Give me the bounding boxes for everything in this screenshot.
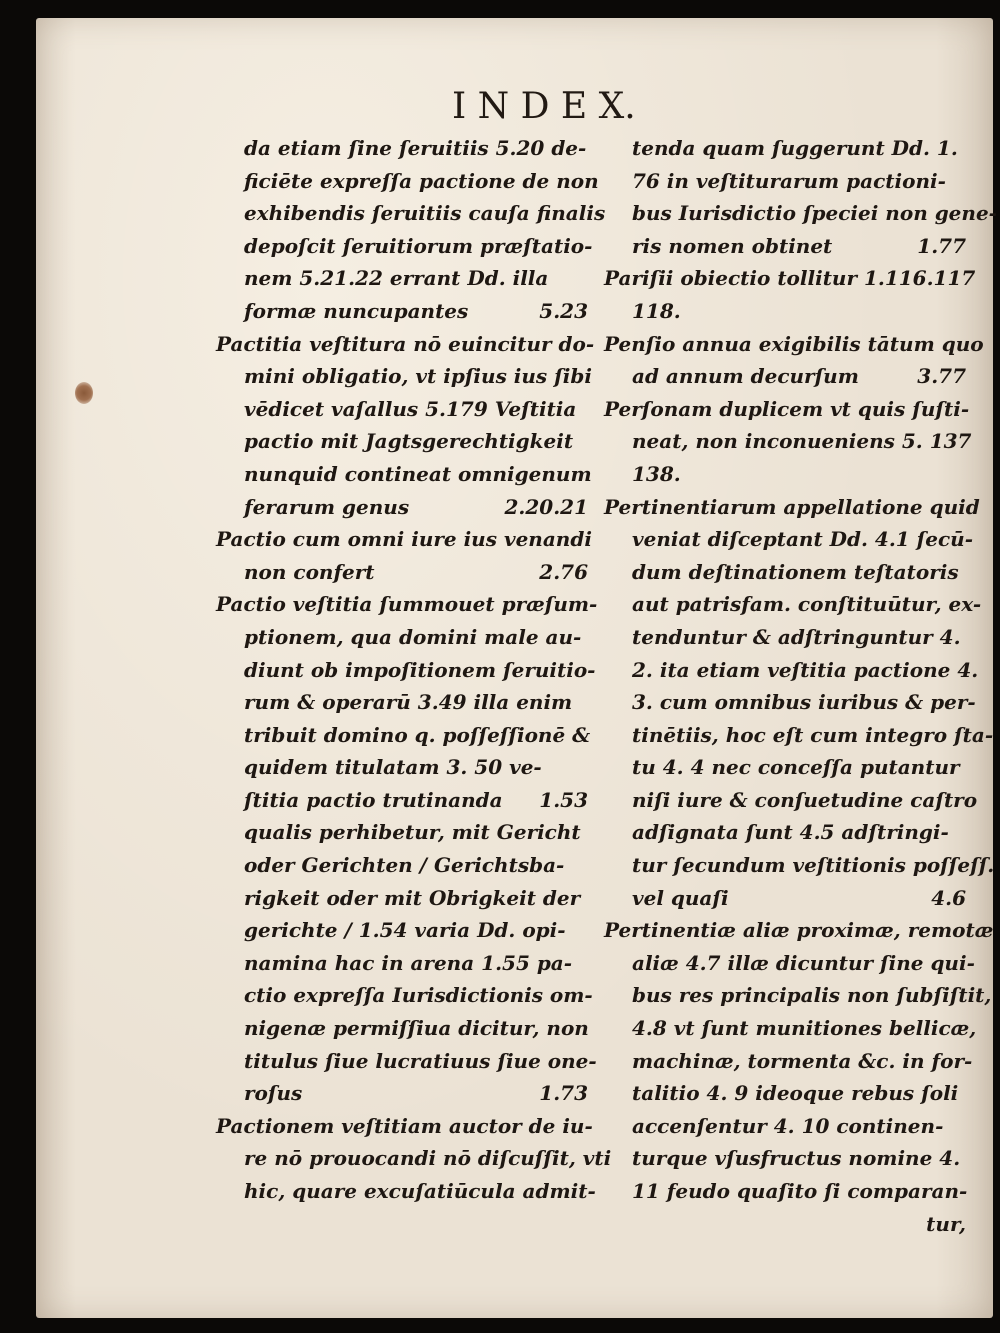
index-line [216,849,588,882]
index-line [216,979,593,1012]
index-line [216,882,588,915]
page-reference: 5.23 [539,298,588,323]
index-line [604,686,976,719]
index-text: da etiam ſine ſeruitiis 5.20 de- [244,136,587,160]
page-reference: 1.53 [539,787,588,812]
index-line [216,556,588,589]
index-line [604,1110,966,1143]
index-entry-start [604,328,984,361]
index-line [216,458,592,491]
index-line [216,1045,597,1078]
index-text: 4.8 vt ſunt munitiones bellicæ, [632,1016,977,1041]
index-text: rigkeit oder mit Obrigkeit der [244,885,581,910]
index-line [216,816,588,849]
index-text: depoſcit ſeruitiorum præſtatio- [244,233,593,258]
index-entry-start [216,588,598,621]
index-text: talitio 4. 9 ideoque rebus ſoli [632,1081,959,1106]
index-line [216,751,588,784]
index-line [604,165,966,198]
index-text: vēdicet vaſallus 5.179 Veſtitia [244,396,577,421]
page-reference: 3.77 [917,364,966,389]
page-reference: 2.20.21 [504,494,588,519]
index-text: machinæ, tormenta &c. in for- [632,1048,973,1073]
page-header-index: I N D E X. [452,86,636,127]
index-line [604,230,966,263]
index-text: tur, [926,1211,966,1236]
index-entry-start [604,262,976,295]
index-line [216,393,588,426]
index-text: turque vſusfructus nomine 4. [632,1146,961,1171]
index-line [604,979,992,1012]
index-entry-start [216,328,595,361]
index-text: aliæ 4.7 illæ dicuntur ſine qui- [632,950,975,975]
ink-stain [75,382,93,404]
index-line [604,295,966,328]
index-text: tu 4. 4 nec conceſſa putantur [632,755,960,780]
index-text: Perſonam duplicem vt quis ſuſti- [604,396,970,421]
page-reference: 1.77 [917,233,966,258]
index-line [216,132,588,165]
index-text: Pertinentiæ aliæ proximæ, remotæ [604,918,994,943]
index-text: rum & operarū 3.49 illa enim [244,690,573,715]
index-text: 2. ita etiam veſtitia pactione 4. [632,657,979,682]
index-entry-start [604,914,994,947]
index-text: tribuit domino q. poſſeſſionē & [244,722,591,747]
index-entry-start [216,523,592,556]
page-reference: 4.6 [931,885,966,910]
index-line [216,230,593,263]
index-line [604,197,997,230]
index-line [604,1142,966,1175]
index-line [604,360,966,393]
index-line [604,882,966,915]
index-line [216,947,588,980]
index-text: nunquid contineat omnigenum [244,461,592,486]
index-text: hic, quare excuſatiūcula admit- [244,1179,596,1203]
index-text: veniat diſceptant Dd. 4.1 ſecū- [632,527,974,552]
index-entry-start [216,1110,593,1143]
index-line [604,849,995,882]
index-line [604,1208,966,1241]
index-line [604,947,975,980]
index-text: neat, non inconueniens 5. 137 [632,429,972,454]
index-text: tinētiis, hoc eſt cum integro ſta- [632,722,994,747]
index-line [216,295,588,328]
index-text: Penſio annua exigibilis tātum quo [604,331,984,356]
index-line [604,621,966,654]
index-text: ferarum genus [244,494,410,519]
index-line [216,360,592,393]
index-text: bus res principalis non ſubſiſtit, [632,983,992,1008]
index-text: tur ſecundum veſtitionis poſſeſſ. [632,853,995,878]
index-line [216,1077,588,1110]
index-text: ſtitia pactio trutinanda [244,787,503,812]
index-entry-start [604,491,980,524]
index-entry-start [604,393,970,426]
index-line [604,425,972,458]
index-text: mini obligatio, vt ipſius ius ſibi [244,364,592,389]
left-column [216,132,612,1208]
index-text: quidem titulatam 3. 50 ve- [244,755,542,780]
index-text: ptionem, qua domini male au- [244,624,582,649]
index-line [604,654,979,687]
index-line [216,491,588,524]
index-line [216,686,588,719]
index-text: nigenæ permiſſiua dicitur, non [244,1016,589,1041]
index-text: nem 5.21.22 errant Dd. illa [244,266,549,291]
index-text: formæ nuncupantes [244,298,469,323]
index-text: gerichte / 1.54 varia Dd. opi- [244,918,566,943]
index-text: re nō prouocandi nō diſcuſſit, vti [244,1146,612,1171]
index-text: tenduntur & adſtringuntur 4. [632,624,961,649]
index-line [604,751,966,784]
index-line [604,458,966,491]
index-text: 11 feudo quaſito ſi comparan- [632,1179,968,1203]
index-text: 76 in veſtiturarum pactioni- [632,168,946,193]
index-line [216,1142,612,1175]
index-text: Pariſii obiectio tollitur 1.116.117 [604,266,976,291]
index-text: ris nomen obtinet [632,233,833,258]
index-line [604,784,978,817]
index-text: qualis perhibetur, mit Gericht [244,820,581,845]
index-text: bus Iurisdictio ſpeciei non gene- [632,201,997,226]
index-line [216,1012,588,1045]
index-line [216,197,606,230]
index-text: 118. [632,298,681,323]
index-line [216,165,599,198]
index-line [216,784,588,817]
index-text: 3. cum omnibus iuribus & per- [632,690,976,715]
index-text: pactio mit Jagtsgerechtigkeit [244,429,574,454]
index-text: aut patrisfam. conſtituūtur, ex- [632,592,982,617]
index-line [604,719,994,752]
index-text: Pactio veſtitia ſummouet præſum- [216,592,598,617]
index-line [216,1175,596,1208]
index-text: vel quaſi [632,885,729,910]
index-line [604,816,966,849]
index-text: oder Gerichten / Gerichtsba- [244,853,565,878]
index-line [604,1045,973,1078]
index-text: adſignata ſunt 4.5 adſtringi- [632,820,949,845]
index-text: roſus [244,1081,303,1106]
index-line [604,523,974,556]
index-text: Pactionem veſtitiam auctor de iu- [216,1113,593,1138]
index-text: Pactitia veſtitura nō euincitur do- [216,331,595,356]
index-text: ctio expreſſa Iurisdictionis om- [244,983,593,1008]
index-text: Pactio cum omni iure ius venandi [216,527,592,552]
index-line [216,719,591,752]
index-line [604,1077,966,1110]
index-text: accenſentur 4. 10 continen- [632,1113,944,1138]
index-line [604,1012,977,1045]
index-text: Pertinentiarum appellatione quid [604,494,980,519]
index-line [604,132,966,165]
index-line [604,556,966,589]
index-text: tenda quam ſuggerunt Dd. 1. [632,136,958,160]
page-reference: 2.76 [539,559,588,584]
index-line [216,262,588,295]
index-line [604,1175,966,1208]
index-text: namina hac in arena 1.55 pa- [244,950,573,975]
index-text: niſi iure & conſuetudine caſtro [632,787,978,812]
page-reference: 1.73 [539,1081,588,1106]
index-text: non confert [244,559,375,584]
right-column [604,132,997,1240]
index-text: diunt ob impoſitionem ſeruitio- [244,657,596,682]
index-line [216,654,596,687]
index-text: ficiēte expreſſa pactione de non [244,168,599,193]
index-text: exhibendis ſeruitiis cauſa finalis [244,201,606,226]
index-line [216,621,588,654]
index-text: 138. [632,461,681,486]
index-line [216,425,588,458]
index-line [216,914,588,947]
index-line [604,588,982,621]
index-text: dum deſtinationem teſtatoris [632,559,959,584]
index-text: ad annum decurſum [632,364,859,389]
index-text: titulus ſiue lucratiuus ſiue one- [244,1048,597,1073]
